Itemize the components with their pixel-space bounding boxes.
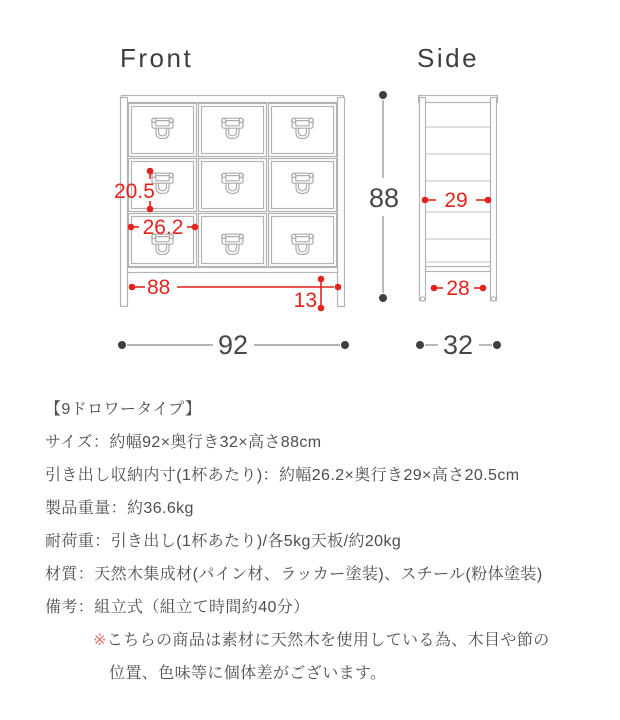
dim-total-depth [416,330,501,360]
svg-text:20.5: 20.5 [114,180,155,203]
spec-title: 【9ドロワータイプ】 [45,401,202,418]
spec-line-product-weight: 製品重量：約36.6kg [45,500,194,517]
spec-line-material: 材質：天然木集成材(パイン材、ラッカー塗装)、スチール(粉体塗装) [45,566,543,583]
spec-line-remarks: 備考：組立式（組立て時間約40分） [45,599,310,616]
drawer-cell [199,159,267,212]
side-foot-cap [420,297,424,301]
spec-line-load-capacity: 耐荷重：引き出し(1杯あたり)/各5kg天板/約20kg [45,533,402,550]
spec-note-line-2: 位置、色味等に個体差がございます。 [109,665,387,682]
svg-text:28: 28 [446,277,470,300]
svg-text:13: 13 [293,289,317,312]
drawer-cell [199,104,267,157]
dim-inner-depth [422,189,492,212]
drawer-cell [269,104,337,157]
side-foot-cap [491,297,495,301]
svg-text:26.2: 26.2 [142,216,184,239]
dim-total-width [118,330,349,360]
dim-leg-height [294,276,325,312]
svg-text:88: 88 [147,276,171,299]
front-top-board [122,96,344,103]
svg-text:29: 29 [444,189,468,212]
spec-text-block [45,393,605,690]
drawer-cell [269,159,337,212]
svg-text:92: 92 [217,330,249,360]
drawer-cell [129,104,197,157]
dim-total-height [369,91,399,302]
front-view-label: Front [120,43,194,73]
side-bottom-rail [426,267,491,272]
drawer-cell [269,214,337,267]
svg-text:32: 32 [442,330,474,360]
dim-bottom-depth [431,277,487,300]
note-text: こちらの商品は素材に天然木を使用している為、木目や節の [106,632,550,649]
front-bottom-rail [128,268,338,273]
side-right-leg [491,98,497,301]
note-marker: ※ [93,632,107,649]
drawer-cell [199,214,267,267]
front-right-leg [338,98,345,307]
svg-text:88: 88 [368,183,400,213]
spec-line-size: サイズ：約幅92×奥行き32×高さ88cm [45,434,322,451]
spec-line-drawer-inner-size: 引き出し収納内寸(1杯あたり)：約幅26.2×奥行き29×高さ20.5cm [45,467,520,484]
spec-note-line-1 [45,624,605,657]
side-view-label: Side [417,43,480,73]
side-top-board [419,96,498,103]
